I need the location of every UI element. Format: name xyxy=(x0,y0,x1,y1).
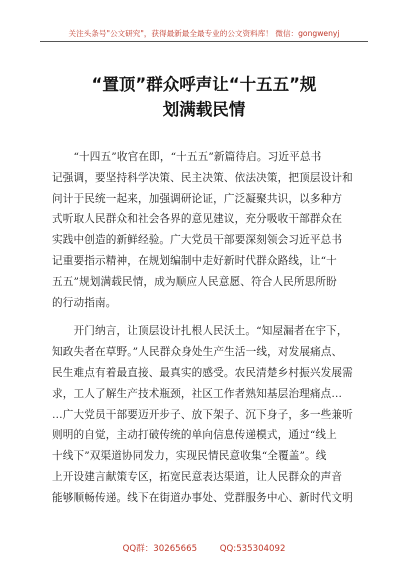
paragraph-2 xyxy=(52,321,364,508)
footer-contact xyxy=(0,542,408,554)
paragraph-1 xyxy=(52,147,364,313)
text-line: 五五”规划满载民情，成为顺应人民意愿、符合人民所思所盼 xyxy=(52,275,337,288)
text-line: 记重要指示精神，在规划编制中走好新时代群众路线，让“十 xyxy=(52,254,337,267)
text-line: 民生难点有着最直接、最真实的感受。农民清楚乡村振兴发展需 xyxy=(52,366,353,379)
text-line: 上开设建言献策专区，拓宽民意表达渠道，让人民群众的声音 xyxy=(52,470,343,483)
text-line: 实践中创造的新鲜经验。广大党员干部要深刻领会习近平总书 xyxy=(52,234,343,247)
header-banner: 关注头条号"公文研究"，获得最新最全最专业的公文资料库！ 微信：gongwenyj xyxy=(68,29,340,38)
text-line: 知政失者在草野。”人民群众身处生产生活一线，对发展痛点、 xyxy=(52,346,343,359)
text-line: “十四五”收官在即，“十五五”新篇待启。习近平总书 xyxy=(52,151,322,163)
text-line: 的行动指南。 xyxy=(52,296,117,309)
text-line: 式听取人民群众和社会各界的意见建议，充分吸收干部群众在 xyxy=(52,213,343,226)
text-line: 问计于民统一起来，加强调研论证，广泛凝聚共识，以多种方 xyxy=(52,192,343,205)
header-divider xyxy=(40,41,368,42)
text-line: 能够顺畅传递。线下在街道办事处、党群服务中心、新时代文明 xyxy=(52,491,353,504)
footer-qq: QQ:535304092 xyxy=(219,544,286,554)
article-title xyxy=(40,72,368,122)
text-line: 则明的自觉，主动打破传统的单向信息传递模式，通过“线上 xyxy=(52,429,337,442)
article-body xyxy=(52,147,364,517)
footer-qq-group: QQ群：30265665 xyxy=(122,544,198,554)
text-line: …广大党员干部要迈开步子、放下架子、沉下身子，多一些兼听 xyxy=(52,408,353,421)
text-line: 求，工人了解生产技术瓶颈，社区工作者熟知基层治理痛点… xyxy=(52,387,343,400)
text-line: 十线下”双渠道协同发力，实现民情民意收集“全覆盖”。线 xyxy=(52,450,327,463)
title-line-2: 划满载民情 xyxy=(162,100,246,119)
text-line: 记强调，要坚持科学决策、民主决策、依法决策，把顶层设计和 xyxy=(52,171,353,184)
title-line-1: “置顶”群众呼声让“十五五”规 xyxy=(91,75,317,94)
text-line: 开门纳言，让顶层设计扎根人民沃土。“知屋漏者在宇下， xyxy=(52,325,348,338)
